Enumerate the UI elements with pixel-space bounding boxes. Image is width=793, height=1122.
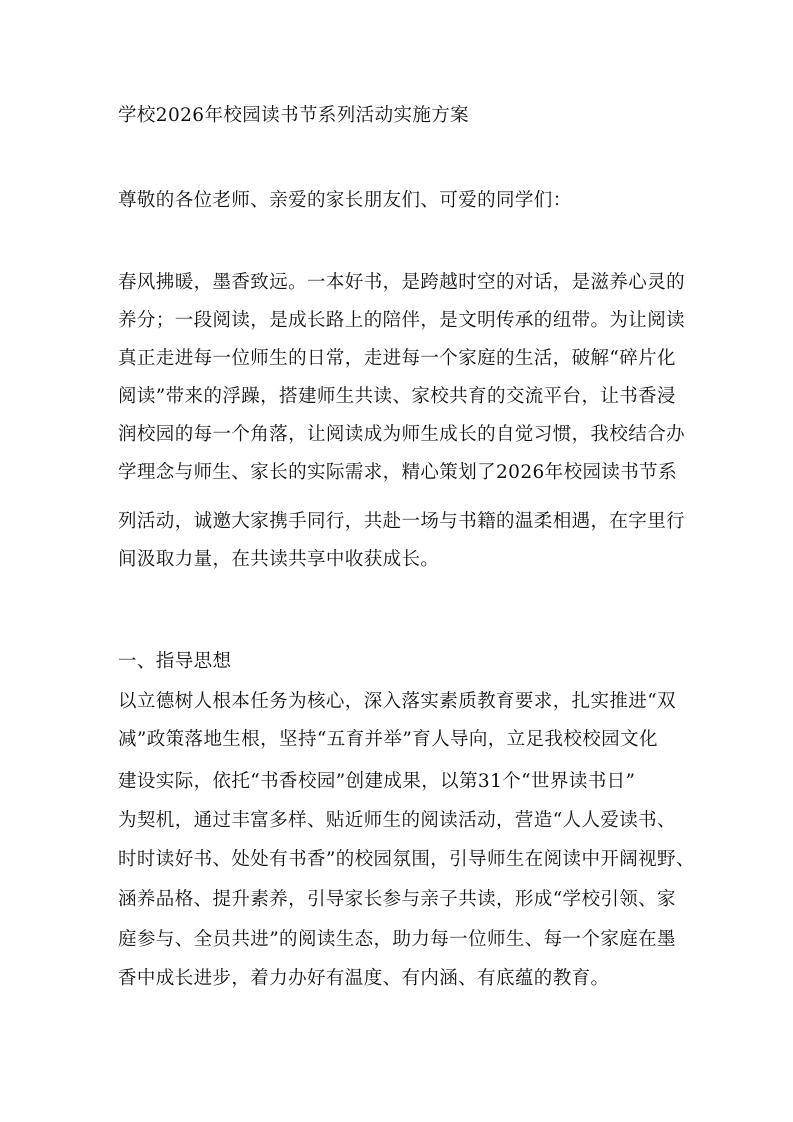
document-title: 学校2026年校园读书节系列活动实施方案 — [118, 105, 470, 126]
paragraph-line: 润校园的每一个角落，让阅读成为师生成长的自觉习惯，我校结合办 — [118, 424, 686, 445]
paragraph-line: 以立德树人根本任务为核心，深入落实素质教育要求，扎实推进“双 — [118, 691, 676, 712]
paragraph-line: 为契机，通过丰富多样、贴近师生的阅读活动，营造“人人爱读书、 — [118, 810, 676, 831]
paragraph-line: 养分；一段阅读，是成长路上的陪伴，是文明传承的纽带。为让阅读 — [118, 310, 686, 331]
paragraph-line: 香中成长进步，着力办好有温度、有内涵、有底蕴的教育。 — [118, 968, 610, 989]
paragraph-line: 建设实际，依托“书香校园”创建成果，以第31个“世界读书日” — [118, 771, 636, 792]
paragraph-line: 间汲取力量，在共读共享中收获成长。 — [118, 549, 440, 570]
paragraph-line: 阅读”带来的浮躁，搭建师生共读、家校共育的交流平台，让书香浸 — [118, 386, 676, 407]
paragraph-line: 涵养品格、提升素养，引导家长参与亲子共读，形成“学校引领、家 — [118, 889, 676, 910]
paragraph-line: 春风拂暖，墨香致远。一本好书，是跨越时空的对话，是滋养心灵的 — [118, 272, 686, 293]
paragraph-line: 列活动，诚邀大家携手同行，共赴一场与书籍的温柔相遇，在字里行 — [118, 511, 686, 532]
paragraph-line: 减”政策落地生根，坚持“五育并举”育人导向，立足我校校园文化 — [118, 729, 658, 750]
paragraph-line: 真正走进每一位师生的日常，走进每一个家庭的生活，破解“碎片化 — [118, 348, 676, 369]
paragraph-line: 时时读好书、处处有书香”的校园氛围，引导师生在阅读中开阔视野、 — [118, 849, 695, 870]
paragraph-line: 学理念与师生、家长的实际需求，精心策划了2026年校园读书节系 — [118, 462, 677, 483]
greeting: 尊敬的各位老师、亲爱的家长朋友们、可爱的同学们： — [118, 190, 572, 211]
paragraph-line: 庭参与、全员共进”的阅读生态，助力每一位师生、每一个家庭在墨 — [118, 929, 676, 950]
section-heading: 一、指导思想 — [118, 651, 232, 672]
